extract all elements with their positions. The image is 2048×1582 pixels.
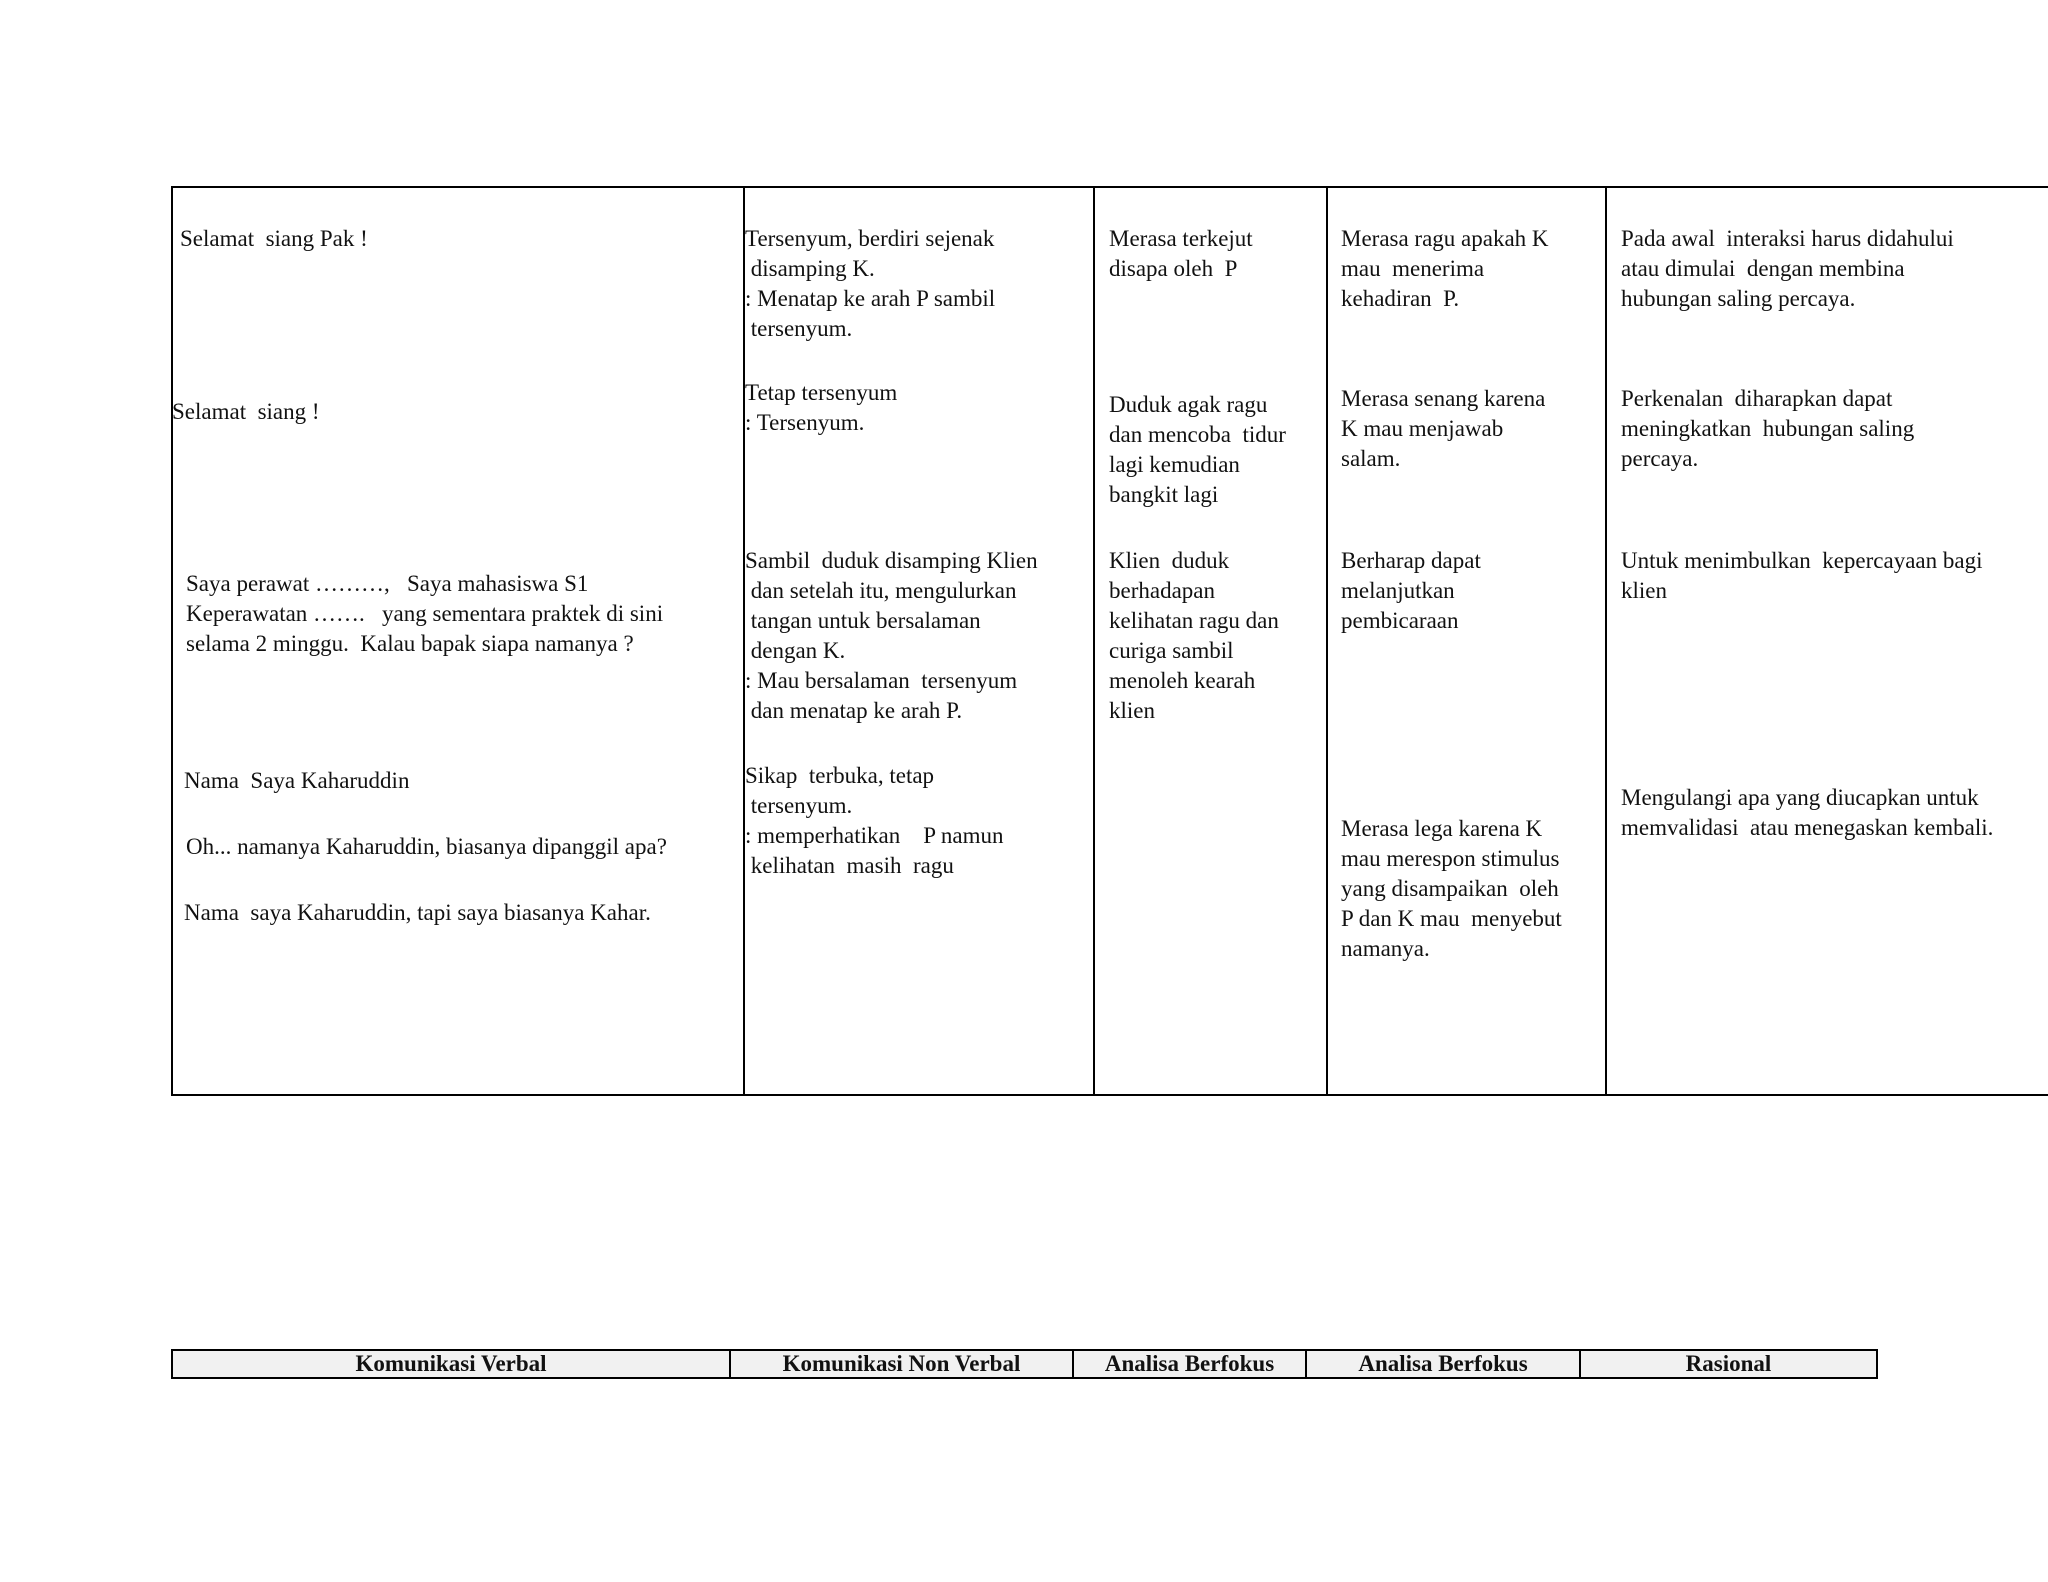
- column-divider: [1093, 186, 1095, 1096]
- rationale-row3: Untuk menimbulkan kepercayaan bagi klien: [1621, 548, 1983, 603]
- analysis-client-row2: Duduk agak ragu dan mencoba tidur lagi kemudian bangkit lagi: [1109, 392, 1286, 507]
- verbal-greeting-client: Selamat siang !: [172, 399, 320, 424]
- rationale-row2: Perkenalan diharapkan dapat meningkatkan hubungan saling percaya.: [1621, 386, 1915, 471]
- column-divider: [1605, 186, 1607, 1096]
- header-rationale: Rasional: [1685, 1351, 1772, 1376]
- verbal-client-name: Nama Saya Kaharuddin: [184, 768, 410, 793]
- nonverbal-row1: Tersenyum, berdiri sejenak disamping K. : Menatap ke arah P sambil tersenyum.: [745, 226, 996, 341]
- analysis-nurse-row2: Merasa senang karena K mau menjawab salam.: [1341, 386, 1546, 471]
- rationale-row4: Mengulangi apa yang diucapkan untuk memvalidasi atau menegaskan kembali.: [1621, 785, 1994, 840]
- verbal-introduction: Saya perawat ………, Saya mahasiswa S1 Keperawatan ……. yang sementara praktek di sini selama 2 minggu. Kalau bapak siapa namanya ?: [186, 571, 664, 656]
- nonverbal-row4: Sikap terbuka, tetap tersenyum. : memperhatikan P namun kelihatan masih ragu: [745, 763, 1004, 878]
- header-analysis-2: Analisa Berfokus: [1307, 1351, 1581, 1377]
- verbal-confirm-name: Oh... namanya Kaharuddin, biasanya dipanggil apa?: [186, 834, 667, 859]
- header-analysis-1: Analisa Berfokus: [1074, 1351, 1307, 1377]
- rationale-row1: Pada awal interaksi harus didahului atau dimulai dengan membina hubungan saling percaya.: [1621, 226, 1954, 311]
- analysis-nurse-row4: Merasa lega karena K mau merespon stimulus yang disampaikan oleh P dan K mau menyebut namanya.: [1341, 816, 1562, 961]
- column-divider: [1326, 186, 1328, 1096]
- header-nonverbal: Komunikasi Non Verbal: [731, 1351, 1074, 1377]
- header-verbal: Komunikasi Verbal: [173, 1351, 731, 1377]
- column-header-row: [171, 1349, 1878, 1379]
- verbal-greeting-nurse: Selamat siang Pak !: [180, 226, 368, 251]
- analysis-client-row3: Klien duduk berhadapan kelihatan ragu dan curiga sambil menoleh kearah klien: [1109, 548, 1279, 723]
- analysis-nurse-row3: Berharap dapat melanjutkan pembicaraan: [1341, 548, 1481, 633]
- analysis-nurse-row1: Merasa ragu apakah K mau menerima kehadiran P.: [1341, 226, 1549, 311]
- nonverbal-row2: Tetap tersenyum : Tersenyum.: [745, 380, 898, 435]
- nonverbal-row3: Sambil duduk disamping Klien dan setelah itu, mengulurkan tangan untuk bersalaman dengan K. : Mau bersalaman tersenyum dan menatap ke arah P.: [745, 548, 1038, 723]
- verbal-client-nickname: Nama saya Kaharuddin, tapi saya biasanya Kahar.: [184, 900, 651, 925]
- analysis-client-row1: Merasa terkejut disapa oleh P: [1109, 226, 1253, 281]
